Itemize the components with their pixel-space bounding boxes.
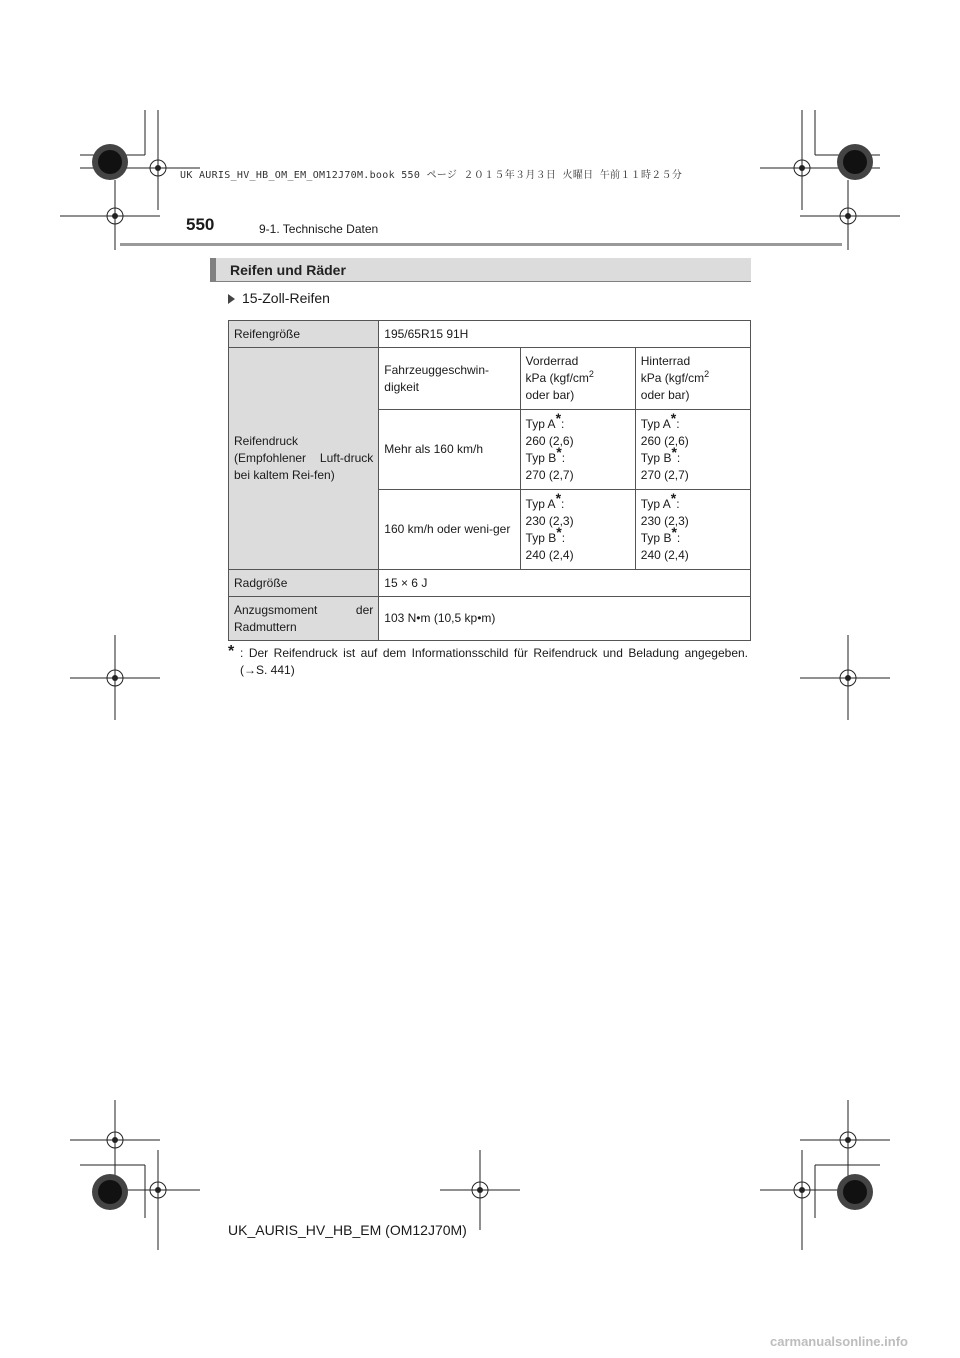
speed-cell: Mehr als 160 km/h	[379, 410, 520, 490]
front-header-unit: kPa ($kgf/cm^2$	[525, 369, 594, 385]
front-pressure-cell: Typ A*: 230 (2,3) Typ B*: 240 (2,4)	[520, 490, 635, 570]
type-b-label: Typ B	[525, 530, 557, 545]
footnote	[228, 645, 748, 679]
sub-heading-text: 15-Zoll-Reifen	[242, 290, 330, 306]
rear-pressure-cell: Typ A*: 230 (2,3) Typ B*: 240 (2,4)	[635, 490, 750, 570]
type-a-label: Typ A	[525, 416, 556, 431]
front-header-line2	[526, 370, 630, 387]
rear-pressure-cell: Typ A*: 260 (2,6) Typ B*: 270 (2,7)	[635, 410, 750, 490]
footnote-text: : Der Reifendruck ist auf dem Informationsschild für Reifendruck und Beladung angegeben. (→S. 441)	[240, 646, 748, 677]
tire-size-label: Reifengröße	[229, 321, 379, 348]
section-title: 9-1. Technische Daten	[259, 222, 379, 236]
torque-label: Anzugsmoment der Radmuttern	[229, 597, 379, 641]
book-info-line: UK AURIS_HV_HB_OM_EM_OM12J70M.book 550 ページ ２０１５年３月３日 火曜日 午前１１時２５分	[180, 170, 683, 181]
type-b-label: Typ B	[640, 530, 672, 545]
footer-code: UK_AURIS_HV_HB_EM (OM12J70M)	[228, 1222, 467, 1238]
speed-cell: 160 km/h oder weni-ger	[379, 490, 520, 570]
front-header-line3: oder bar)	[525, 388, 575, 402]
speed-header: Fahrzeuggeschwin-digkeit	[379, 348, 520, 410]
pressure-label: Reifendruck (Empfohlener Luft-druck bei kaltem Rei-fen)	[229, 348, 379, 570]
triangle-bullet-icon	[228, 294, 235, 304]
table-row	[229, 348, 751, 410]
watermark: carmanualsonline.info	[770, 1334, 908, 1349]
type-a-label: Typ A	[525, 496, 556, 511]
table-row	[229, 321, 751, 348]
front-header	[520, 348, 635, 410]
type-a-label: Typ A	[640, 416, 671, 431]
type-a-label: Typ A	[640, 496, 671, 511]
rear-header-line2	[641, 370, 745, 387]
wheel-size-label: Radgröße	[229, 570, 379, 597]
type-b-value: 240 (2,4)	[640, 547, 689, 562]
header-rule	[120, 243, 842, 246]
type-b-value: 270 (2,7)	[640, 467, 689, 482]
type-a-value: 230 (2,3)	[640, 513, 689, 528]
type-a-value: 260 (2,6)	[640, 433, 689, 448]
sub-heading	[228, 290, 330, 306]
type-b-label: Typ B	[640, 450, 672, 465]
front-pressure-cell: Typ A*: 260 (2,6) Typ B*: 270 (2,7)	[520, 410, 635, 490]
table-row	[229, 570, 751, 597]
rear-header-line3: oder bar)	[640, 388, 690, 402]
heading-bar	[210, 258, 751, 282]
footnote-marker: *	[228, 643, 235, 660]
front-header-line1: Vorderrad	[525, 354, 579, 368]
tire-spec-table	[228, 320, 751, 641]
type-a-value: 230 (2,3)	[525, 513, 574, 528]
torque-value: 103 N•m (10,5 kp•m)	[379, 597, 751, 641]
type-b-value: 270 (2,7)	[525, 467, 574, 482]
tire-size-value: 195/65R15 91H	[379, 321, 751, 348]
type-a-value: 260 (2,6)	[525, 433, 574, 448]
rear-header-line1: Hinterrad	[640, 354, 691, 368]
section-heading: Reifen und Räder	[230, 262, 346, 278]
page-number: 550	[186, 215, 215, 234]
rear-header	[635, 348, 750, 410]
table-row	[229, 597, 751, 641]
type-b-label: Typ B	[525, 450, 557, 465]
type-b-value: 240 (2,4)	[525, 547, 574, 562]
rear-header-unit: kPa ($kgf/cm^2$	[640, 369, 710, 385]
wheel-size-value: 15 × 6 J	[379, 570, 751, 597]
